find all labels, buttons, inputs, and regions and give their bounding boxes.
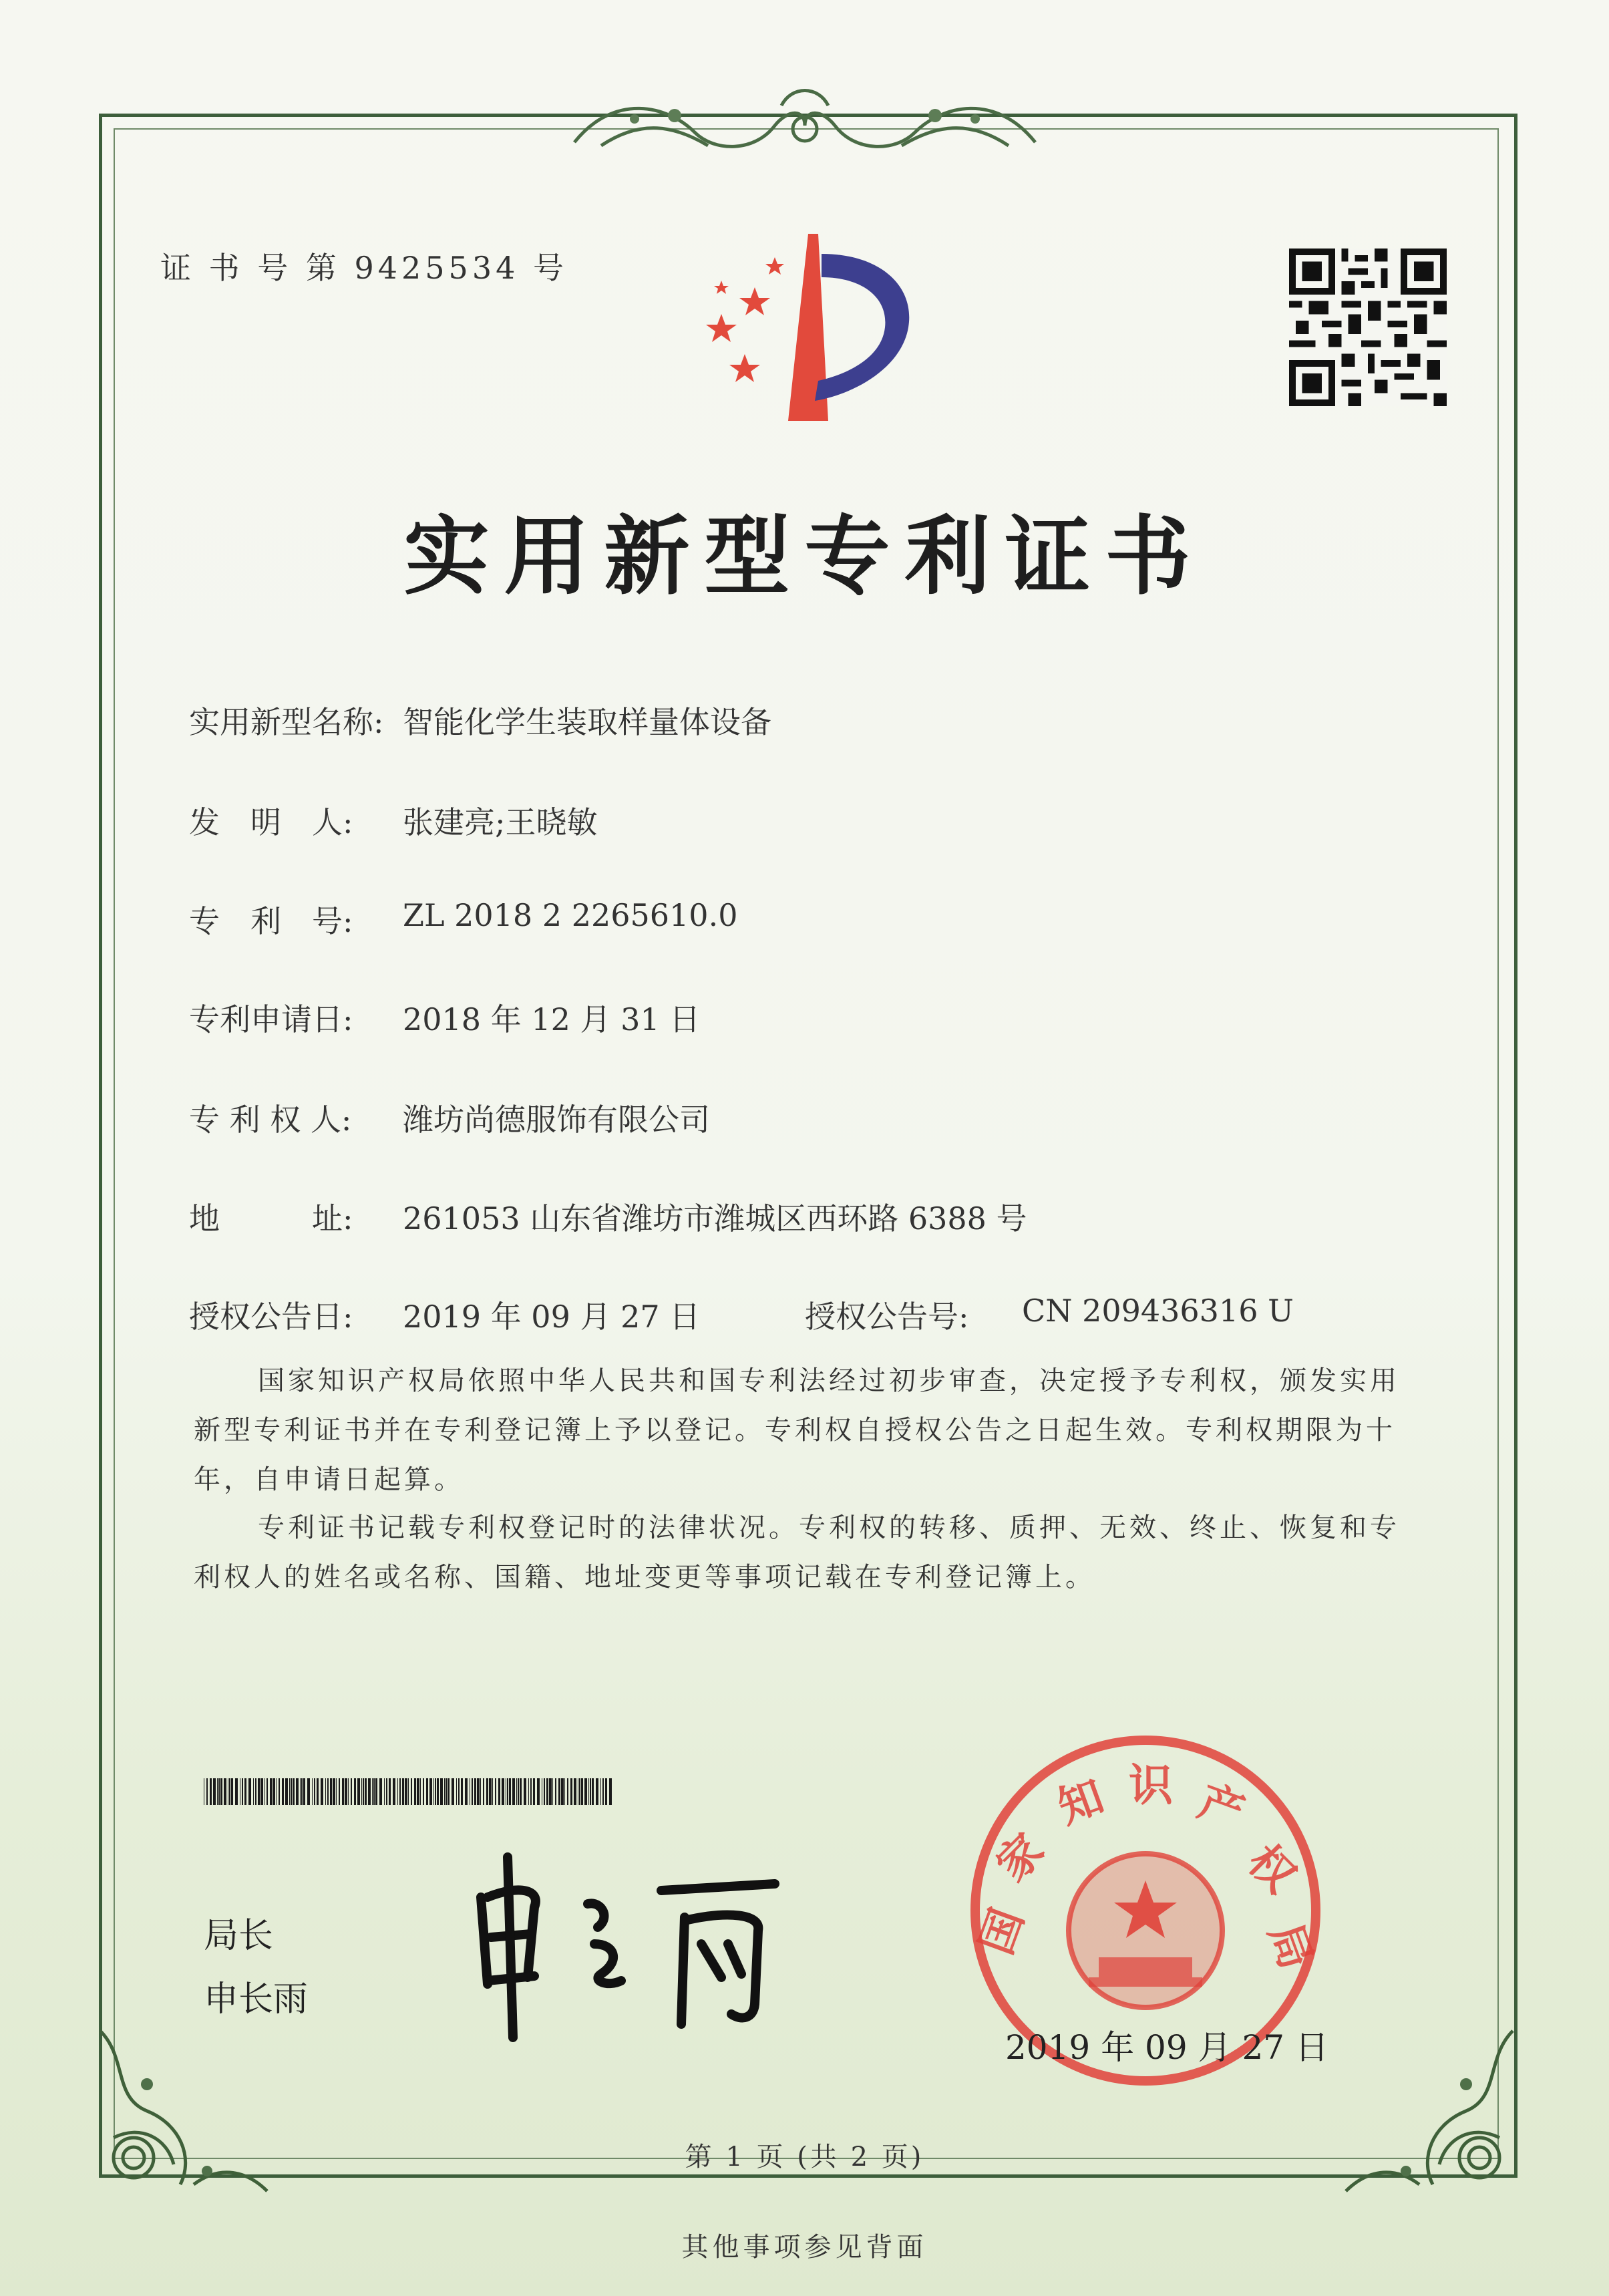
patentee-value: 潍坊尚德服饰有限公司 [403,1102,710,1138]
top-ornament [561,79,1049,166]
patentee-label: 专 利 权 人: [189,1102,352,1138]
svg-text:家: 家 [986,1823,1054,1892]
back-side-note: 其他事项参见背面 [681,2232,928,2263]
patent-number-value: ZL 2018 2 2265610.0 [403,897,738,933]
seal-date: 2019 年 09 月 27 日 [1005,2028,1328,2067]
filing-date-value: 2018 年 12 月 31 日 [403,1001,701,1037]
qr-code-icon [1288,249,1448,406]
cnipa-logo-icon [681,227,935,428]
certificate-title: 实用新型专利证书 [403,506,1206,607]
body-paragraph-2: 专利证书记载专利权登记时的法律状况。专利权的转移、质押、无效、终止、恢复和专利权人的姓名或名称、国籍、地址变更等事项记载在专利登记簿上。 [194,1512,1400,1593]
patent-number-label: 专 利 号: [189,903,353,939]
page-number: 第 1 页 (共 2 页) [685,2142,924,2172]
bottom-left-ornament [87,2004,287,2204]
announce-date-label: 授权公告日: [189,1299,353,1335]
barcode-icon [204,1778,614,1805]
svg-text:国: 国 [969,1901,1034,1961]
address-value: 261053 山东省潍坊市潍城区西环路 6388 号 [403,1200,1027,1237]
handwritten-signature [461,1844,822,2044]
inventor-label: 发 明 人: [189,804,353,840]
bottom-right-ornament [1326,2004,1526,2204]
announce-number-value: CN 209436316 U [1022,1293,1294,1329]
svg-text:权: 权 [1238,1834,1306,1903]
filing-date-label: 专利申请日: [189,1001,353,1037]
svg-text:局: 局 [1258,1916,1323,1976]
announce-date-value: 2019 年 09 月 27 日 [403,1299,701,1335]
certificate-number: 证 书 号 第 9425534 号 [160,250,568,286]
svg-text:知: 知 [1051,1770,1111,1834]
announce-number-label: 授权公告号: [805,1299,969,1335]
svg-text:识: 识 [1129,1759,1173,1811]
body-paragraph-1: 国家知识产权局依照中华人民共和国专利法经过初步审查，决定授予专利权，颁发实用新型专利证书并在专利登记簿上予以登记。专利权自授权公告之日起生效。专利权期限为十年，自申请日起算。 [194,1365,1400,1495]
inventor-value: 张建亮;王晓敏 [403,804,598,840]
director-name: 申长雨 [204,1979,309,2019]
utility-model-name-value: 智能化学生装取样量体设备 [403,704,771,740]
address-label: 地 址: [189,1200,353,1237]
svg-text:产: 产 [1192,1774,1252,1839]
utility-model-name-label: 实用新型名称: [189,704,384,740]
director-title: 局长 [204,1916,274,1956]
